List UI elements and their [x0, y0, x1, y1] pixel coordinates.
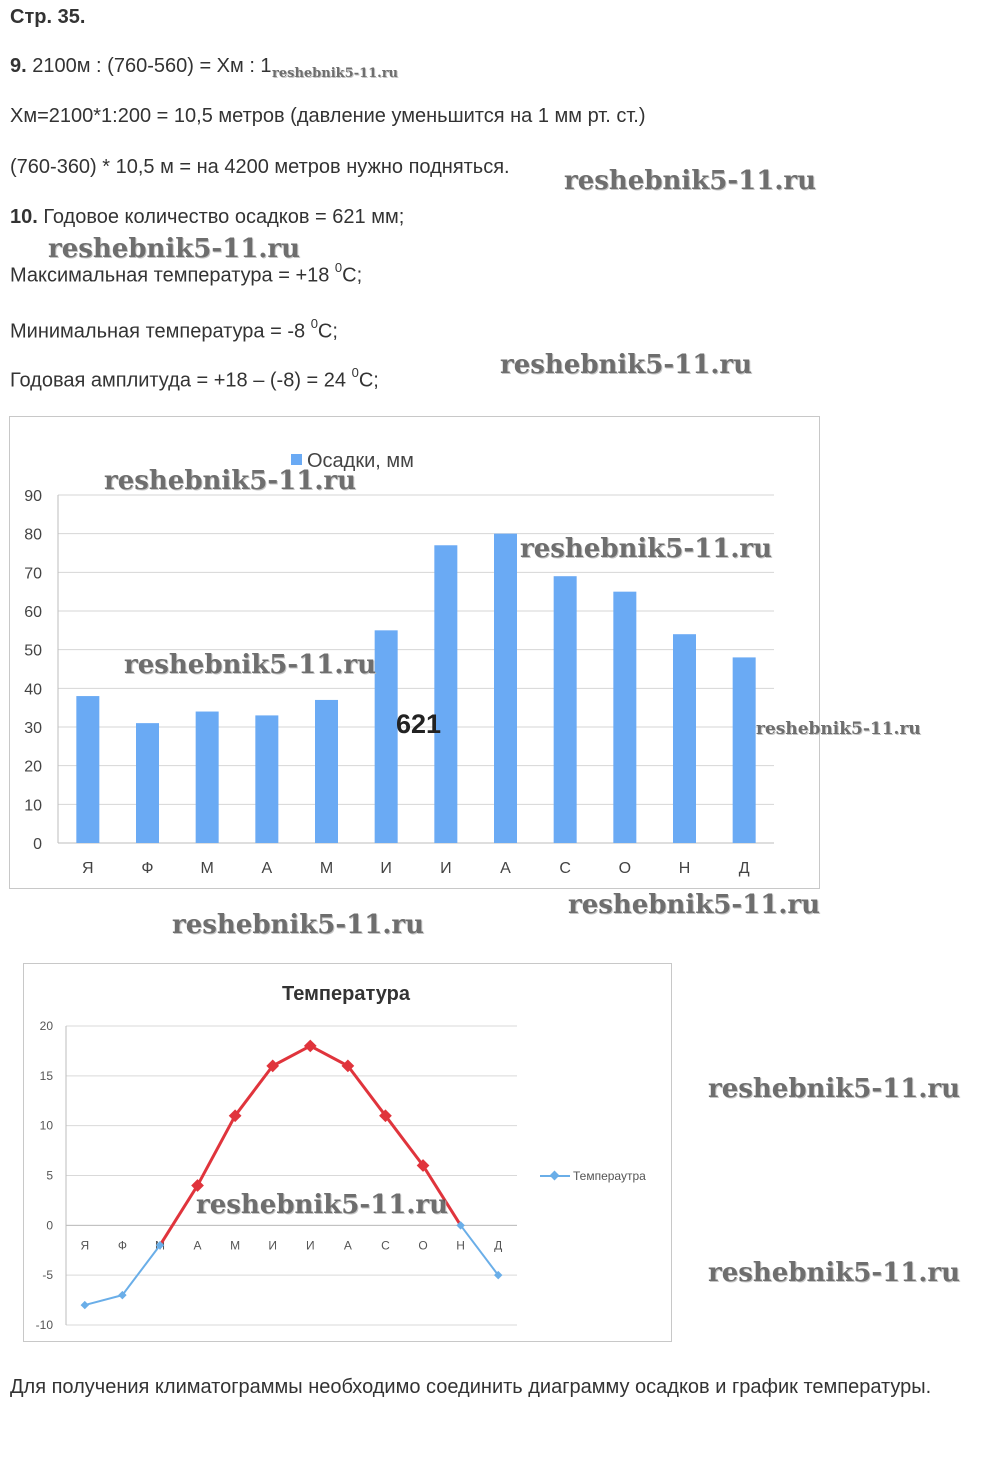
bar-x-tick-label: И — [440, 860, 452, 877]
line-x-tick-label: О — [418, 1238, 428, 1253]
task9-line2: Хм=2100*1:200 = 10,5 метров (давление уменьшится на 1 мм рт. ст.) — [10, 105, 646, 127]
temperature-point — [81, 1301, 89, 1309]
line-y-tick-label: 5 — [46, 1168, 53, 1183]
watermark: reshebnik5-11.ru — [568, 890, 821, 920]
watermark: reshebnik5-11.ru — [104, 466, 357, 496]
bar-y-tick-label: 40 — [24, 681, 42, 699]
task10-number: 10. — [10, 206, 38, 228]
line-y-tick-labels — [36, 1019, 54, 1332]
watermark: reshebnik5-11.ru — [756, 719, 921, 739]
page-label: Стр. 35. — [10, 6, 86, 28]
precipitation-bar — [255, 715, 278, 843]
bar-legend-swatch — [291, 454, 302, 465]
precipitation-bar — [554, 576, 577, 843]
line-y-tick-label: -10 — [35, 1318, 53, 1332]
watermark: reshebnik5-11.ru — [520, 534, 773, 564]
precipitation-bar — [613, 592, 636, 843]
watermark: reshebnik5-11.ru — [196, 1190, 449, 1220]
amplitude-text: Годовая амплитуда = +18 – (-8) = 24 — [10, 369, 352, 392]
precipitation-bar — [733, 657, 756, 843]
line-x-tick-label: С — [381, 1238, 390, 1253]
degree-sup: 0 — [334, 260, 343, 275]
watermark: reshebnik5-11.ru — [172, 910, 425, 940]
precipitation-bar — [76, 696, 99, 843]
temperature-chart — [23, 963, 672, 1342]
max-temp-text: Максимальная температура = +18 — [10, 264, 335, 287]
watermark: reshebnik5-11.ru — [48, 234, 301, 264]
watermark: reshebnik5-11.ru — [124, 650, 377, 680]
bar-y-tick-label: 0 — [33, 836, 42, 853]
line-x-tick-label: Ф — [117, 1238, 127, 1253]
line-y-tick-label: 20 — [39, 1019, 53, 1033]
bar-x-tick-label: М — [319, 860, 334, 877]
bar-annotation-total: 621 — [396, 709, 442, 739]
bar-x-tick-label: А — [261, 860, 273, 877]
degree-sup: 0 — [310, 316, 318, 331]
bar-x-tick-label: Н — [678, 860, 691, 877]
line-legend-label: Темпераутра — [573, 1169, 646, 1183]
conclusion-paragraph: Для получения климатограммы необходимо соединить диаграмму осадков и график температуры. — [10, 1376, 932, 1398]
line-y-tick-label: 15 — [39, 1068, 53, 1083]
task10-min-temp — [10, 318, 338, 344]
line-y-tick-label: -5 — [42, 1268, 53, 1283]
bar-y-tick-label: 50 — [24, 642, 42, 660]
line-x-tick-label: И — [268, 1238, 278, 1253]
precipitation-bar — [673, 634, 696, 843]
precipitation-bar — [375, 630, 398, 843]
precipitation-bar — [434, 545, 457, 843]
bar-y-tick-label: 20 — [24, 758, 42, 776]
bar-y-tick-label: 10 — [24, 797, 42, 815]
bar-x-tick-label: М — [200, 860, 214, 877]
bar-y-tick-label: 70 — [24, 565, 42, 583]
line-x-tick-label: М — [230, 1238, 241, 1253]
amplitude-unit: C; — [358, 369, 379, 392]
temperature-line-segment — [122, 1245, 160, 1295]
line-legend-marker — [550, 1171, 560, 1181]
precipitation-bar — [196, 712, 219, 843]
bar-y-tick-label: 60 — [24, 604, 42, 621]
line-x-tick-label: Д — [494, 1238, 503, 1253]
bar-x-tick-label: А — [500, 860, 511, 877]
task10-max-temp — [10, 262, 362, 288]
line-x-tick-labels — [80, 1238, 502, 1252]
task10-line1 — [10, 206, 404, 229]
bar-y-tick-label: 30 — [24, 720, 42, 737]
bar-x-tick-label: Ф — [141, 860, 154, 877]
watermark: reshebnik5-11.ru — [708, 1074, 961, 1104]
bar-y-tick-label: 90 — [24, 488, 42, 505]
task10-precipitation: Годовое количество осадков = 621 мм; — [43, 206, 405, 228]
temperature-line-segment — [348, 1066, 386, 1116]
bar-x-tick-label: Д — [738, 860, 750, 877]
max-temp-unit: C; — [342, 264, 363, 287]
precipitation-bar — [136, 723, 159, 843]
precipitation-bar — [494, 534, 517, 843]
line-x-tick-label: И — [305, 1238, 315, 1253]
task9-equation: 2100м : (760-560) = Хм : 1 — [32, 55, 272, 77]
bar-y-tick-label: 80 — [24, 526, 42, 544]
task9-number: 9. — [10, 55, 27, 77]
temperature-chart-title: Температура — [282, 983, 410, 1005]
task9-line1 — [10, 55, 272, 78]
temperature-line-segment — [273, 1046, 311, 1066]
line-x-tick-label: А — [343, 1238, 352, 1253]
temperature-line-segment — [461, 1225, 499, 1275]
temperature-line-segment — [235, 1066, 273, 1116]
temperature-point — [304, 1040, 317, 1053]
bar-legend-label: Осадки, мм — [307, 450, 414, 472]
line-y-tick-label: 0 — [46, 1218, 53, 1233]
watermark: reshebnik5-11.ru — [500, 350, 753, 380]
bar-x-tick-label: И — [380, 860, 392, 877]
temperature-chart-svg — [24, 964, 671, 1341]
bar-x-tick-label: О — [618, 860, 632, 877]
task10-amplitude — [10, 367, 379, 393]
watermark: reshebnik5-11.ru — [272, 66, 399, 81]
line-x-tick-label: Я — [80, 1238, 90, 1253]
temperature-line-segment — [160, 1185, 198, 1245]
watermark: reshebnik5-11.ru — [708, 1258, 961, 1288]
bar-x-tick-label: Я — [82, 860, 94, 877]
min-temp-unit: C; — [317, 320, 338, 343]
task9-line3: (760-360) * 10,5 м = на 4200 метров нужно подняться. — [10, 156, 510, 178]
bar-x-tick-labels — [82, 860, 750, 877]
bar-x-tick-label: С — [559, 860, 571, 877]
temperature-line-segment — [85, 1295, 123, 1305]
temperature-line-segment — [385, 1116, 423, 1166]
line-markers — [81, 1040, 503, 1310]
line-y-tick-label: 10 — [39, 1118, 53, 1133]
min-temp-text: Минимальная температура = -8 — [10, 320, 311, 343]
temperature-line-segment — [310, 1046, 348, 1066]
degree-sup: 0 — [351, 365, 359, 380]
line-x-tick-label: А — [193, 1238, 202, 1253]
watermark: reshebnik5-11.ru — [564, 166, 817, 196]
line-x-tick-label: Н — [456, 1238, 465, 1253]
bar-y-tick-labels — [24, 488, 42, 853]
precipitation-bar — [315, 700, 338, 843]
